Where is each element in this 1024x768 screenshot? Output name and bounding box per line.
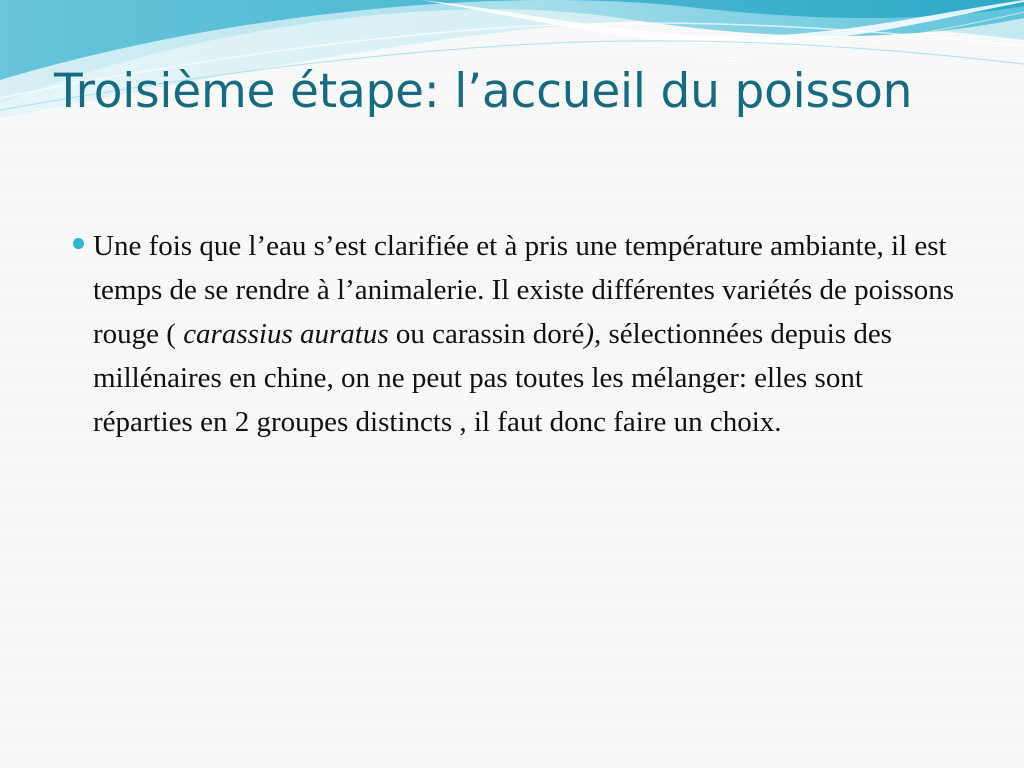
bullet-text-part2: ou carassin doré [388,318,585,350]
bullet-item [56,224,956,444]
bullet-dot-icon [73,238,84,249]
slide-title: Troisième étape: l’accueil du poisson [54,64,913,119]
bullet-text-part1: Une fois que l’eau s’est clarifiée et à pris une température ambiante, il est temps de se rendre à l’animalerie. Il existe différentes variétés de poissons rouge ( [93,230,955,350]
bullet-text-part3: , sélectionnées depuis des millénaires en chine, on ne peut pas toutes les mélanger: elles sont réparties en 2 groupes distincts , il faut donc faire un choix. [93,318,892,438]
bullet-text-italic-species: carassius auratus [183,318,389,350]
slide-body [56,224,956,444]
bullet-text [93,224,956,444]
bullet-text-italic-paren: ) [584,318,594,350]
